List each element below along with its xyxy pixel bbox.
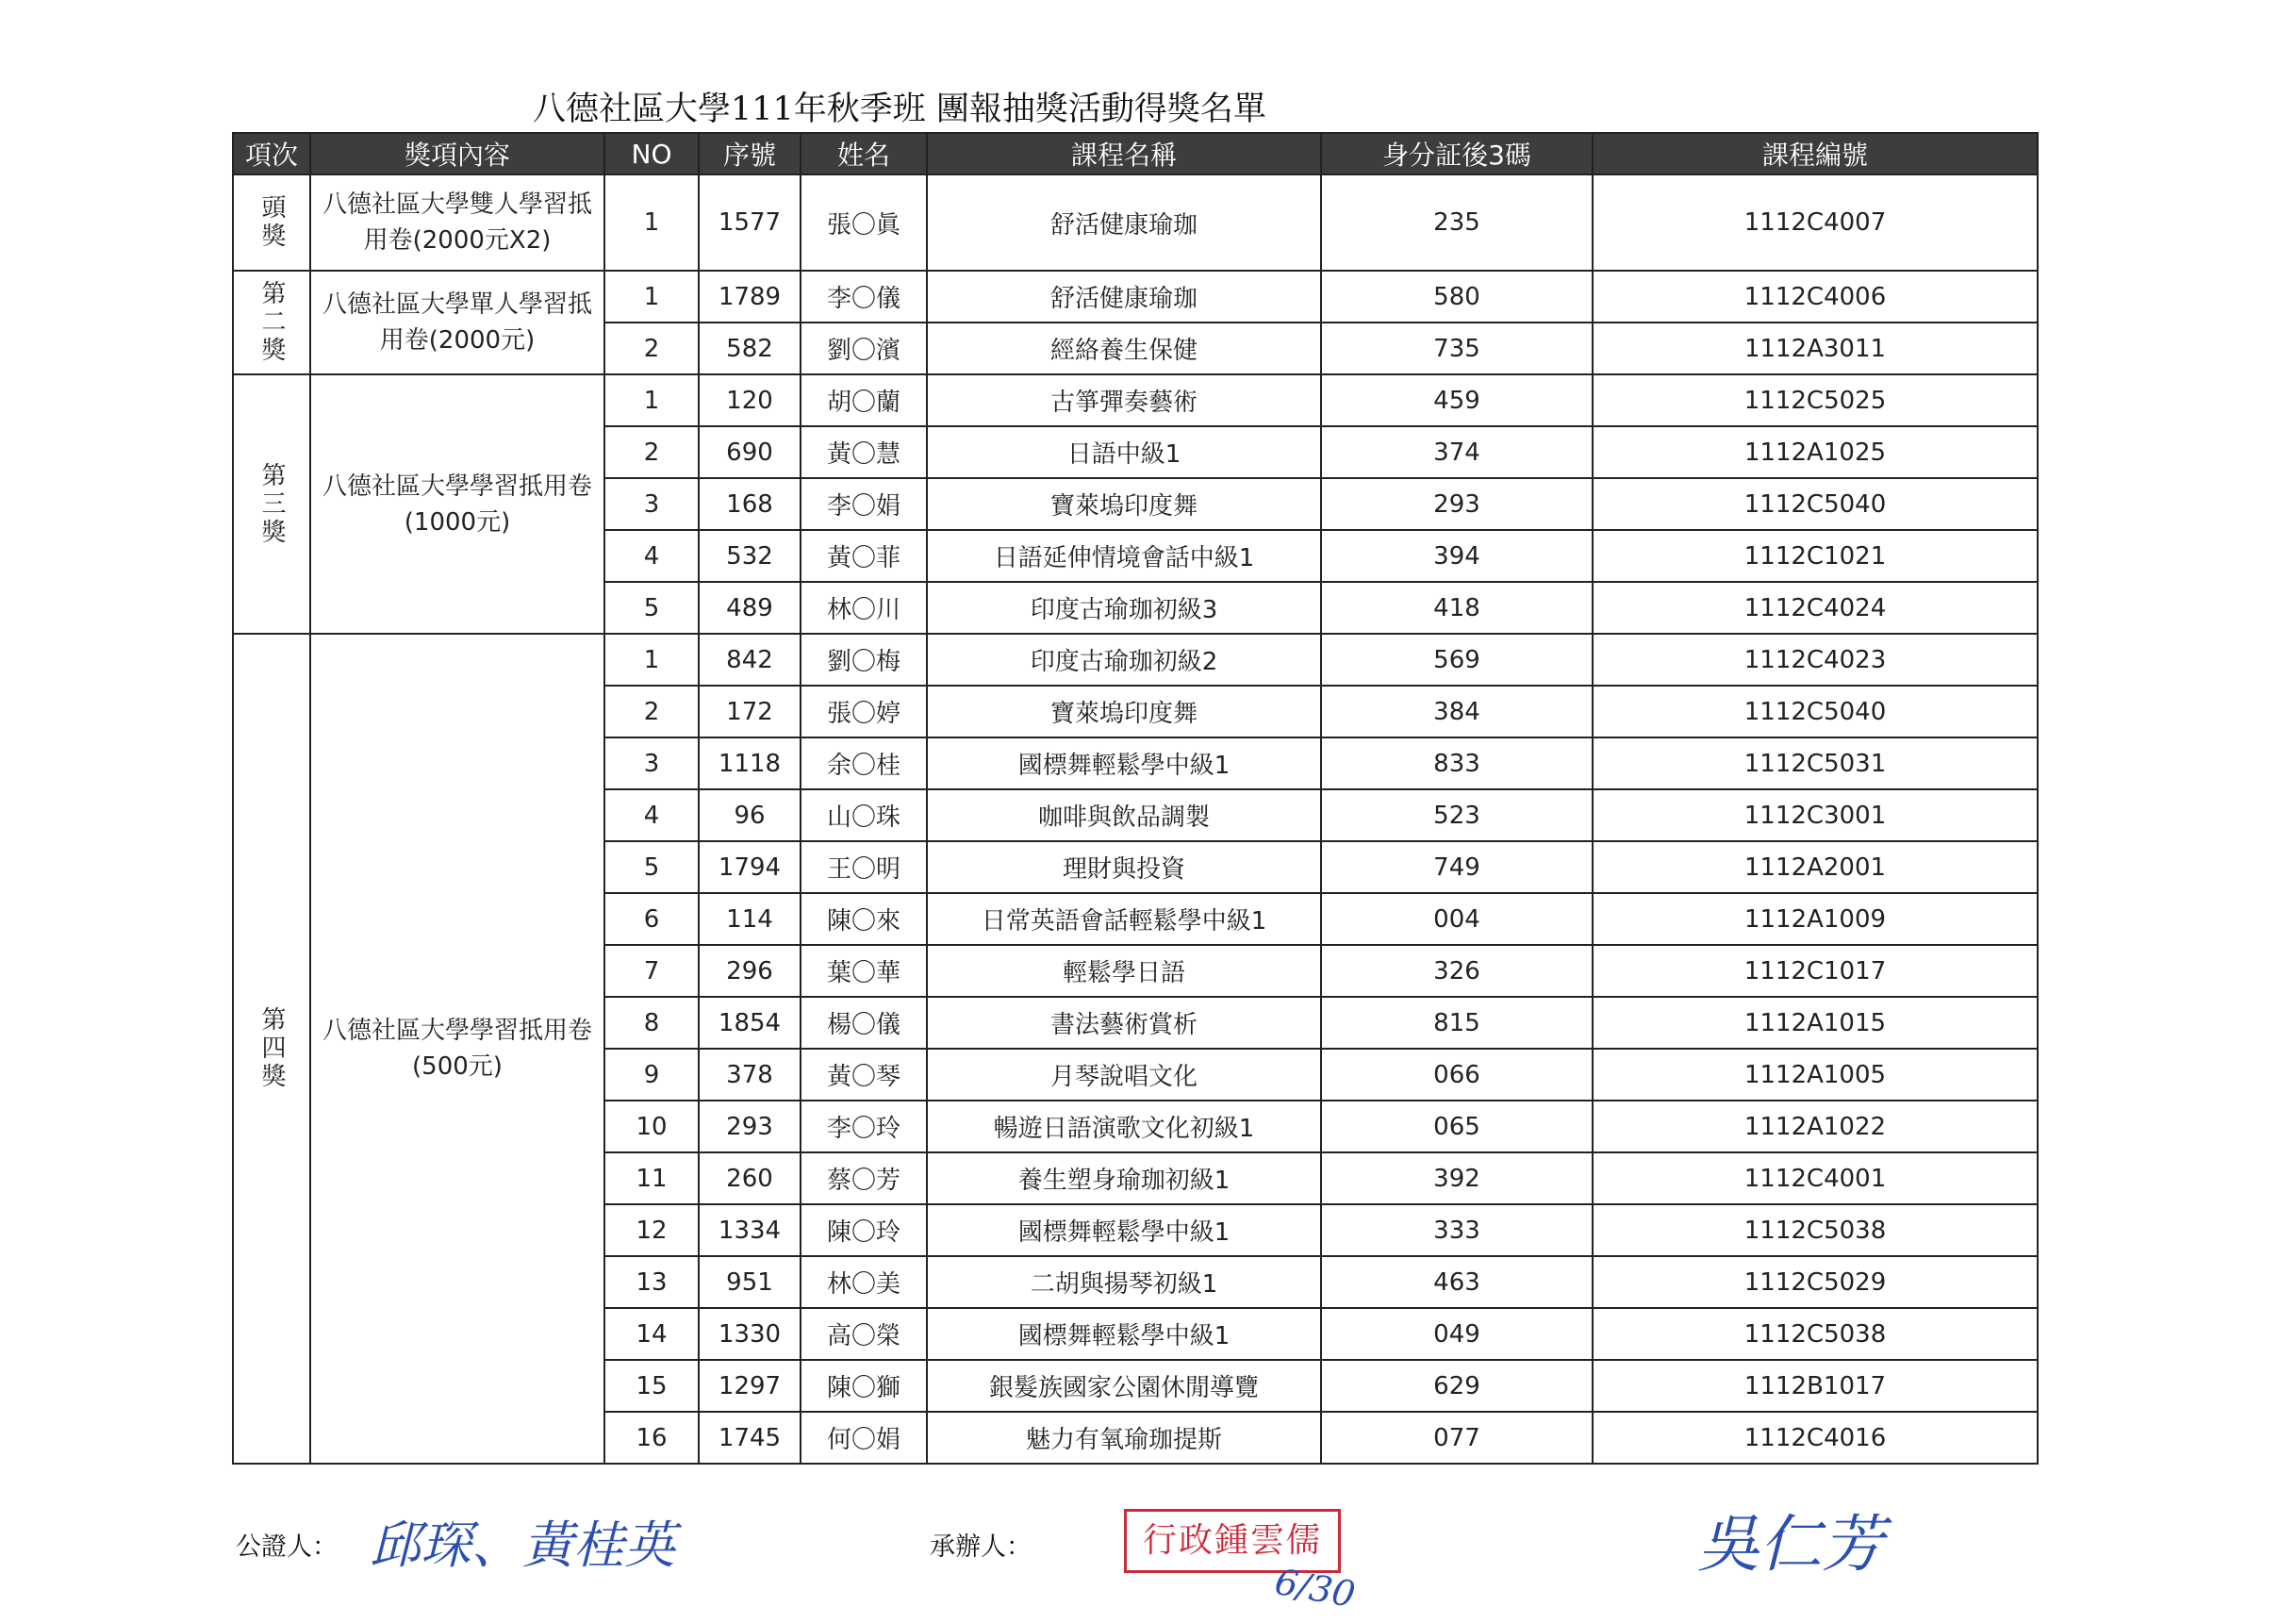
code-cell: 1112A1005 [1593, 1049, 2038, 1101]
document-title: 八德社區大學111年秋季班 團報抽獎活動得獎名單 [533, 91, 1266, 128]
serial-cell: 1297 [699, 1360, 801, 1412]
serial-cell: 172 [699, 686, 801, 737]
course-cell: 書法藝術賞析 [927, 997, 1321, 1049]
course-cell: 日常英語會話輕鬆學中級1 [927, 893, 1321, 945]
no-cell: 1 [604, 174, 699, 271]
course-cell: 舒活健康瑜珈 [927, 271, 1321, 323]
header-prize: 獎項內容 [310, 133, 604, 174]
code-cell: 1112C5038 [1593, 1204, 2038, 1256]
no-cell: 13 [604, 1256, 699, 1308]
no-cell: 2 [604, 686, 699, 737]
header-id3: 身分証後3碼 [1321, 133, 1593, 174]
course-cell: 日語中級1 [927, 426, 1321, 478]
id3-cell: 523 [1321, 789, 1593, 841]
code-cell: 1112C4023 [1593, 634, 2038, 686]
id3-cell: 293 [1321, 478, 1593, 530]
course-cell: 印度古瑜珈初級2 [927, 634, 1321, 686]
code-cell: 1112C5031 [1593, 737, 2038, 789]
id3-cell: 333 [1321, 1204, 1593, 1256]
code-cell: 1112C5038 [1593, 1308, 2038, 1360]
id3-cell: 569 [1321, 634, 1593, 686]
no-cell: 4 [604, 530, 699, 582]
course-cell: 舒活健康瑜珈 [927, 174, 1321, 271]
course-cell: 寶萊塢印度舞 [927, 478, 1321, 530]
id3-cell: 394 [1321, 530, 1593, 582]
code-cell: 1112C5029 [1593, 1256, 2038, 1308]
name-cell: 楊〇儀 [801, 997, 927, 1049]
code-cell: 1112C4006 [1593, 271, 2038, 323]
name-cell: 張〇眞 [801, 174, 927, 271]
header-category: 項次 [233, 133, 310, 174]
serial-cell: 114 [699, 893, 801, 945]
code-cell: 1112C1021 [1593, 530, 2038, 582]
name-cell: 何〇娟 [801, 1412, 927, 1464]
table-body [233, 174, 2038, 1464]
serial-cell: 120 [699, 374, 801, 426]
id3-cell: 749 [1321, 841, 1593, 893]
course-cell: 古箏彈奏藝術 [927, 374, 1321, 426]
notary-signature: 邱琛、黃桂英 [370, 1515, 675, 1575]
id3-cell: 065 [1321, 1101, 1593, 1152]
no-cell: 10 [604, 1101, 699, 1152]
serial-cell: 1789 [699, 271, 801, 323]
code-cell: 1112A1015 [1593, 997, 2038, 1049]
code-cell: 1112A1022 [1593, 1101, 2038, 1152]
organizer-stamp: 行政鍾雲儒 [1124, 1509, 1341, 1573]
category-cell: 頭獎 [233, 174, 310, 271]
no-cell: 3 [604, 737, 699, 789]
code-cell: 1112A3011 [1593, 323, 2038, 374]
name-cell: 陳〇來 [801, 893, 927, 945]
serial-cell: 296 [699, 945, 801, 997]
serial-cell: 1330 [699, 1308, 801, 1360]
no-cell: 15 [604, 1360, 699, 1412]
serial-cell: 1854 [699, 997, 801, 1049]
course-cell: 養生塑身瑜珈初級1 [927, 1152, 1321, 1204]
id3-cell: 459 [1321, 374, 1593, 426]
id3-cell: 580 [1321, 271, 1593, 323]
id3-cell: 463 [1321, 1256, 1593, 1308]
code-cell: 1112A1025 [1593, 426, 2038, 478]
id3-cell: 629 [1321, 1360, 1593, 1412]
serial-cell: 842 [699, 634, 801, 686]
course-cell: 咖啡與飲品調製 [927, 789, 1321, 841]
id3-cell: 833 [1321, 737, 1593, 789]
course-cell: 寶萊塢印度舞 [927, 686, 1321, 737]
name-cell: 黃〇菲 [801, 530, 927, 582]
name-cell: 胡〇蘭 [801, 374, 927, 426]
id3-cell: 004 [1321, 893, 1593, 945]
table-row [233, 174, 2038, 271]
code-cell: 1112C3001 [1593, 789, 2038, 841]
no-cell: 11 [604, 1152, 699, 1204]
code-cell: 1112C4007 [1593, 174, 2038, 271]
id3-cell: 374 [1321, 426, 1593, 478]
table-row [233, 271, 2038, 323]
serial-cell: 168 [699, 478, 801, 530]
id3-cell: 384 [1321, 686, 1593, 737]
id3-cell: 326 [1321, 945, 1593, 997]
course-cell: 暢遊日語演歌文化初級1 [927, 1101, 1321, 1152]
prize-cell: 八德社區大學雙人學習抵用卷(2000元X2) [310, 174, 604, 271]
course-cell: 魅力有氧瑜珈提斯 [927, 1412, 1321, 1464]
course-cell: 月琴說唱文化 [927, 1049, 1321, 1101]
no-cell: 1 [604, 271, 699, 323]
serial-cell: 1794 [699, 841, 801, 893]
table-row [233, 634, 2038, 686]
name-cell: 林〇川 [801, 582, 927, 634]
course-cell: 國標舞輕鬆學中級1 [927, 737, 1321, 789]
course-cell: 印度古瑜珈初級3 [927, 582, 1321, 634]
date-note: 6/30 [1271, 1560, 1359, 1616]
id3-cell: 418 [1321, 582, 1593, 634]
name-cell: 蔡〇芳 [801, 1152, 927, 1204]
course-cell: 日語延伸情境會話中級1 [927, 530, 1321, 582]
id3-cell: 077 [1321, 1412, 1593, 1464]
name-cell: 黃〇慧 [801, 426, 927, 478]
id3-cell: 049 [1321, 1308, 1593, 1360]
serial-cell: 582 [699, 323, 801, 374]
header-no: NO [604, 133, 699, 174]
no-cell: 9 [604, 1049, 699, 1101]
course-cell: 理財與投資 [927, 841, 1321, 893]
code-cell: 1112A2001 [1593, 841, 2038, 893]
id3-cell: 392 [1321, 1152, 1593, 1204]
no-cell: 14 [604, 1308, 699, 1360]
category-cell: 第二獎 [233, 271, 310, 374]
code-cell: 1112C5040 [1593, 478, 2038, 530]
id3-cell: 235 [1321, 174, 1593, 271]
serial-cell: 260 [699, 1152, 801, 1204]
no-cell: 4 [604, 789, 699, 841]
no-cell: 1 [604, 634, 699, 686]
course-cell: 二胡與揚琴初級1 [927, 1256, 1321, 1308]
course-cell: 國標舞輕鬆學中級1 [927, 1204, 1321, 1256]
serial-cell: 378 [699, 1049, 801, 1101]
awards-table [232, 132, 2039, 1465]
course-cell: 國標舞輕鬆學中級1 [927, 1308, 1321, 1360]
no-cell: 6 [604, 893, 699, 945]
no-cell: 2 [604, 426, 699, 478]
prize-cell: 八德社區大學單人學習抵用卷(2000元) [310, 271, 604, 374]
name-cell: 李〇娟 [801, 478, 927, 530]
organizer-label: 承辦人： [930, 1532, 1032, 1562]
course-cell: 輕鬆學日語 [927, 945, 1321, 997]
serial-cell: 690 [699, 426, 801, 478]
code-cell: 1112C4016 [1593, 1412, 2038, 1464]
serial-cell: 1745 [699, 1412, 801, 1464]
course-cell: 經絡養生保健 [927, 323, 1321, 374]
name-cell: 李〇儀 [801, 271, 927, 323]
code-cell: 1112C5025 [1593, 374, 2038, 426]
serial-cell: 532 [699, 530, 801, 582]
id3-cell: 735 [1321, 323, 1593, 374]
name-cell: 陳〇獅 [801, 1360, 927, 1412]
serial-cell: 1118 [699, 737, 801, 789]
prize-cell: 八德社區大學學習抵用卷(1000元) [310, 374, 604, 634]
name-cell: 黃〇琴 [801, 1049, 927, 1101]
serial-cell: 1577 [699, 174, 801, 271]
name-cell: 林〇美 [801, 1256, 927, 1308]
category-cell: 第三獎 [233, 374, 310, 634]
serial-cell: 951 [699, 1256, 801, 1308]
prize-cell: 八德社區大學學習抵用卷(500元) [310, 634, 604, 1464]
no-cell: 3 [604, 478, 699, 530]
header-serial: 序號 [699, 133, 801, 174]
code-cell: 1112A1009 [1593, 893, 2038, 945]
name-cell: 余〇桂 [801, 737, 927, 789]
code-cell: 1112C4001 [1593, 1152, 2038, 1204]
name-cell: 高〇榮 [801, 1308, 927, 1360]
name-cell: 山〇珠 [801, 789, 927, 841]
code-cell: 1112B1017 [1593, 1360, 2038, 1412]
header-code: 課程編號 [1593, 133, 2038, 174]
no-cell: 2 [604, 323, 699, 374]
no-cell: 16 [604, 1412, 699, 1464]
organizer-signature: 吳仁芳 [1697, 1508, 1884, 1581]
table-row [233, 374, 2038, 426]
no-cell: 5 [604, 841, 699, 893]
no-cell: 1 [604, 374, 699, 426]
serial-cell: 293 [699, 1101, 801, 1152]
id3-cell: 066 [1321, 1049, 1593, 1101]
name-cell: 李〇玲 [801, 1101, 927, 1152]
code-cell: 1112C4024 [1593, 582, 2038, 634]
id3-cell: 815 [1321, 997, 1593, 1049]
serial-cell: 489 [699, 582, 801, 634]
code-cell: 1112C1017 [1593, 945, 2038, 997]
no-cell: 7 [604, 945, 699, 997]
no-cell: 5 [604, 582, 699, 634]
course-cell: 銀髮族國家公園休閒導覽 [927, 1360, 1321, 1412]
serial-cell: 96 [699, 789, 801, 841]
header-name: 姓名 [801, 133, 927, 174]
name-cell: 王〇明 [801, 841, 927, 893]
header-course: 課程名稱 [927, 133, 1321, 174]
notary-label: 公證人： [236, 1532, 338, 1562]
name-cell: 葉〇華 [801, 945, 927, 997]
name-cell: 陳〇玲 [801, 1204, 927, 1256]
name-cell: 劉〇梅 [801, 634, 927, 686]
header-row [233, 133, 2038, 174]
code-cell: 1112C5040 [1593, 686, 2038, 737]
serial-cell: 1334 [699, 1204, 801, 1256]
name-cell: 張〇婷 [801, 686, 927, 737]
category-cell: 第四獎 [233, 634, 310, 1464]
no-cell: 8 [604, 997, 699, 1049]
no-cell: 12 [604, 1204, 699, 1256]
name-cell: 劉〇濱 [801, 323, 927, 374]
